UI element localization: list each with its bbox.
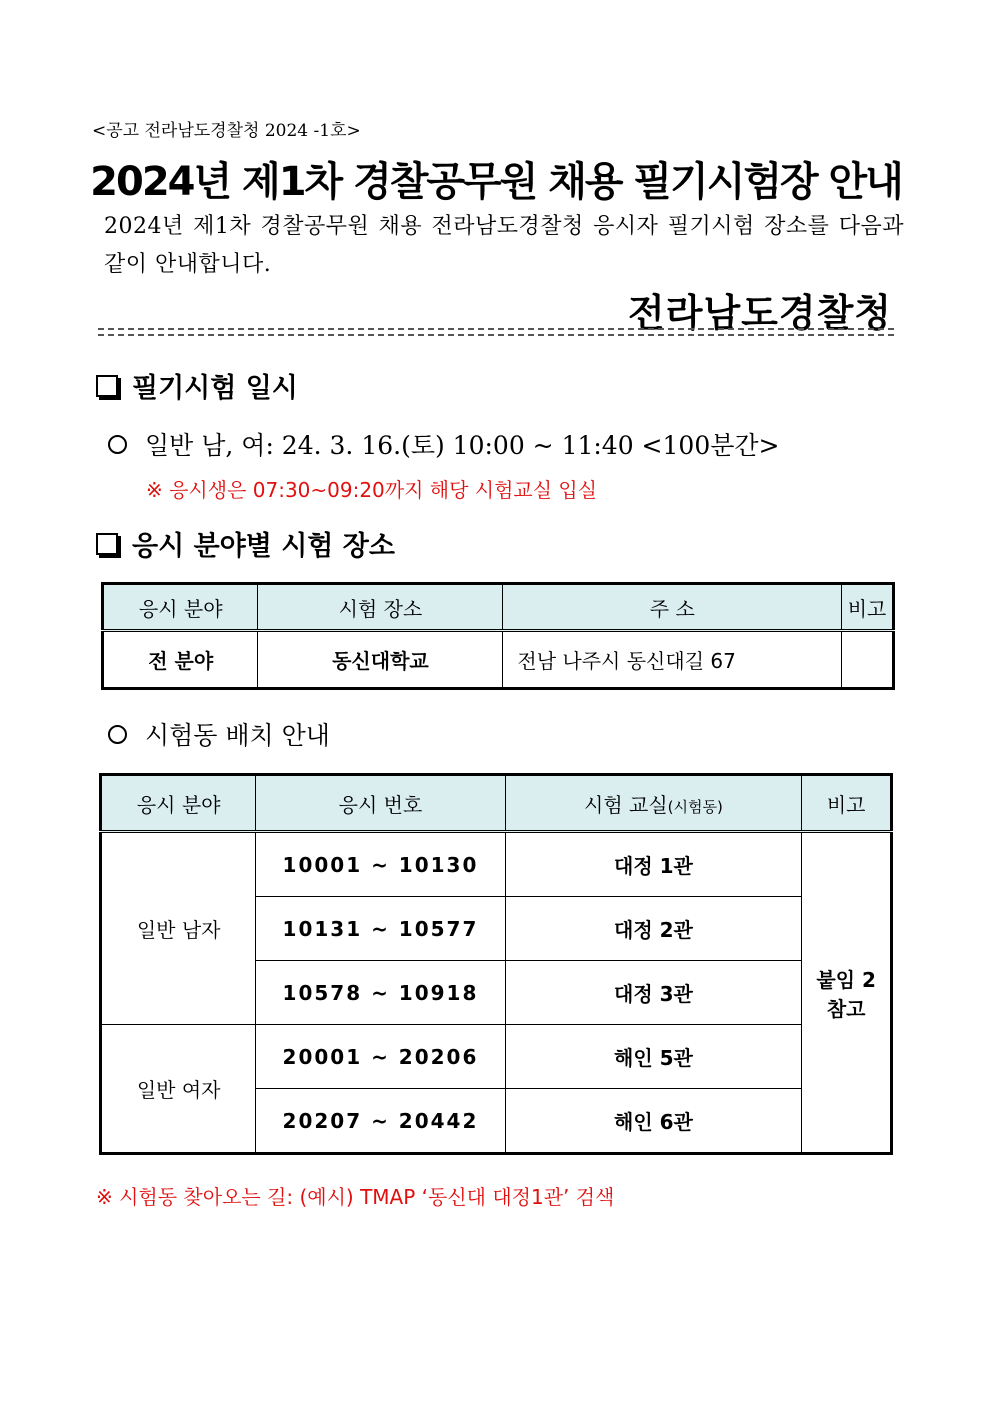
cell-range: 10578 ~ 10918 [256, 961, 505, 1025]
page-title: 2024년 제1차 경찰공무원 채용 필기시험장 안내 [90, 159, 902, 205]
remark-line-1: 붙임 2 [816, 967, 876, 992]
cell-range: 10131 ~ 10577 [256, 897, 505, 961]
notice-number: <공고 전라남도경찰청 2024 -1호> [92, 121, 361, 141]
building-guide-heading [108, 716, 330, 752]
cell-location: 동신대학교 [258, 631, 503, 689]
cell-remark [802, 832, 892, 1154]
header-field: 응시 분야 [101, 775, 256, 832]
table-row [103, 631, 894, 689]
cell-field-female: 일반 여자 [101, 1025, 256, 1154]
table-header-row [101, 775, 892, 832]
header-location: 시험 장소 [258, 584, 503, 631]
cell-range: 20207 ~ 20442 [256, 1089, 505, 1154]
cell-field-male: 일반 남자 [101, 832, 256, 1025]
cell-range: 20001 ~ 20206 [256, 1025, 505, 1089]
section-heading-exam-datetime [94, 366, 298, 405]
circle-bullet-icon [108, 725, 127, 744]
issuer-name: 전라남도경찰청 [628, 290, 892, 335]
cell-room: 대정 1관 [505, 832, 802, 897]
directions-note: ※ 시험동 찾아오는 길: (예시) TMAP ‘동신대 대정1관’ 검색 [96, 1185, 615, 1209]
header-number: 응시 번호 [256, 775, 505, 832]
exam-datetime-item [108, 426, 779, 462]
exam-datetime-text: 일반 남, 여: 24. 3. 16.(토) 10:00 ~ 11:40 <100분간> [145, 431, 780, 460]
header-address: 주 소 [503, 584, 842, 631]
entry-time-note: ※ 응시생은 07:30~09:20까지 해당 시험교실 입실 [146, 478, 598, 502]
header-room-text: 시험 교실 [584, 792, 668, 817]
double-divider [98, 328, 894, 336]
location-table [101, 582, 895, 690]
cell-room: 해인 5관 [505, 1025, 802, 1089]
header-remark: 비고 [842, 584, 894, 631]
checkbox-square-icon [96, 533, 118, 555]
table-row [101, 832, 892, 897]
building-guide-heading-text: 시험동 배치 안내 [145, 721, 330, 750]
circle-bullet-icon [108, 435, 127, 454]
cell-range: 10001 ~ 10130 [256, 832, 505, 897]
building-table [99, 773, 893, 1155]
intro-text: 2024년 제1차 경찰공무원 채용 전라남도경찰청 응시자 필기시험 장소를 다음과 같이 안내합니다. [104, 214, 904, 277]
cell-address: 전남 나주시 동신대길 67 [503, 631, 842, 689]
section-heading-text: 필기시험 일시 [132, 373, 298, 404]
cell-room: 해인 6관 [505, 1089, 802, 1154]
header-field: 응시 분야 [103, 584, 258, 631]
section-heading-exam-location [94, 524, 395, 563]
checkbox-square-icon [96, 375, 118, 397]
header-remark: 비고 [802, 775, 892, 832]
table-header-row [103, 584, 894, 631]
cell-room: 대정 2관 [505, 897, 802, 961]
header-room [505, 775, 802, 832]
section-heading-text: 응시 분야별 시험 장소 [132, 531, 395, 562]
header-room-sub: (시험동) [667, 797, 723, 816]
remark-line-2: 참고 [826, 996, 866, 1021]
table-row [101, 1025, 892, 1089]
cell-remark [842, 631, 894, 689]
cell-room: 대정 3관 [505, 961, 802, 1025]
cell-field: 전 분야 [103, 631, 258, 689]
